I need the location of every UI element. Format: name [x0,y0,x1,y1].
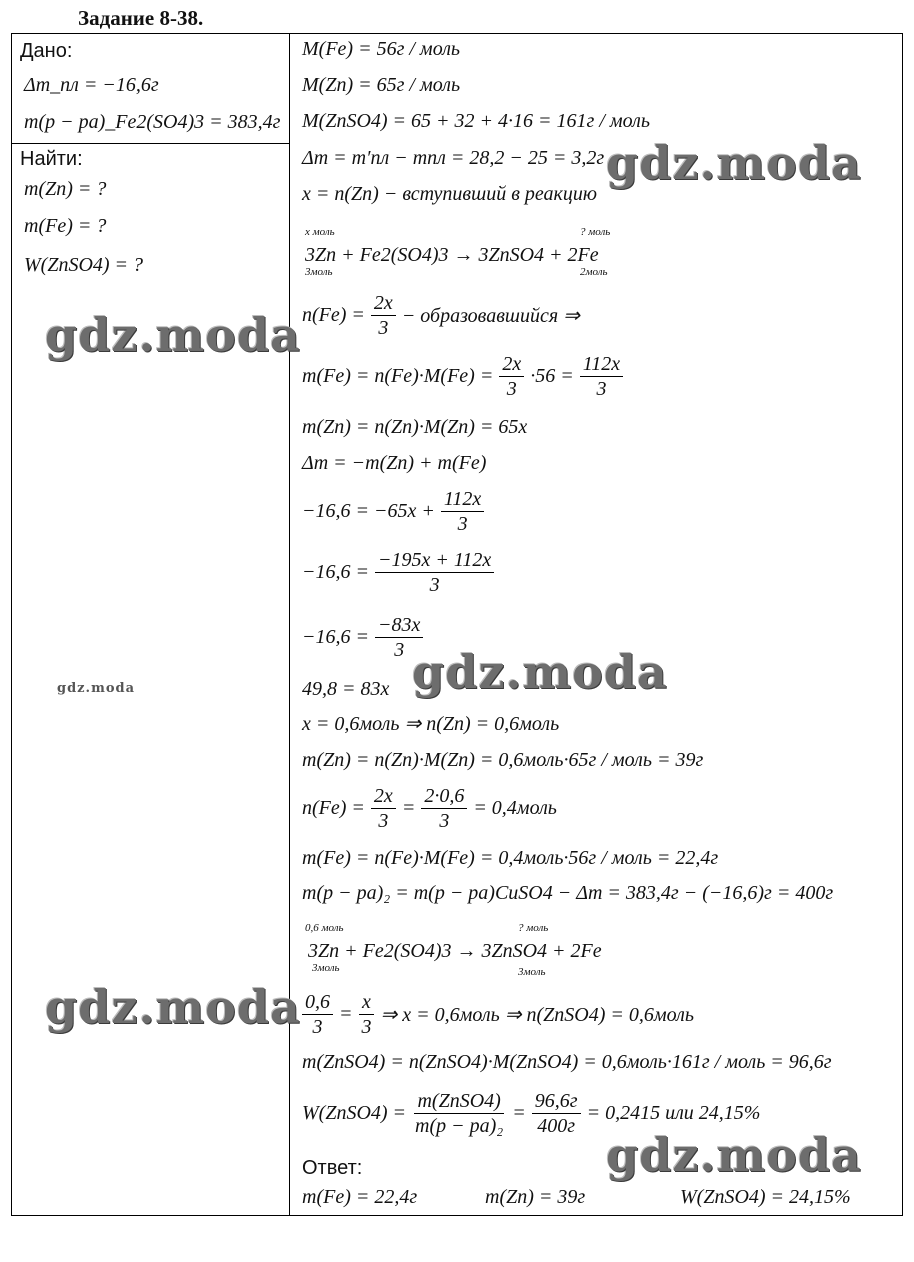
eq1-bottom-right: 2моль [580,266,608,278]
equation-step-4: 49,8 = 83x [302,678,390,700]
m-fe-lhs: m(Fe) = n(Fe)·M(Fe) = [302,365,494,387]
nfe2-den2: 3 [439,810,450,832]
eq2-bottom-left: 3моль [312,962,340,974]
e3-den: 3 [394,639,405,661]
m-znso4-result: m(ZnSO4) = n(ZnSO4)·M(ZnSO4) = 0,6моль·161г / моль = 96,6г [302,1051,832,1073]
equation-step-2 [302,548,494,597]
w-eq: = [512,1102,526,1124]
m-fe-den2: 3 [596,378,607,400]
prop-num2: x [359,990,374,1015]
nfe2-num1: 2x [371,784,396,809]
m-zn-result: m(Zn) = n(Zn)·M(Zn) = 0,6моль·65г / моль = 39г [302,749,704,771]
w-num1: m(ZnSO4) [414,1089,503,1114]
answer-m-zn: m(Zn) = 39г [485,1186,586,1208]
given-label: Дано: [20,40,73,62]
prop-den1: 3 [312,1016,323,1038]
x-result: x = 0,6моль ⇒ n(Zn) = 0,6моль [302,713,560,735]
find-w-znso4: W(ZnSO4) = ? [24,254,144,276]
prop-num1: 0,6 [302,990,333,1015]
solution-mass-2: m(p − pa)₂ = m(p − pa)CuSO4 − Δm = 383,4г − (−16,6)г = 400г [302,882,834,904]
column-divider [289,33,290,1216]
e2-den: 3 [429,574,440,596]
e3-lhs: −16,6 = [302,626,369,648]
molar-mass-znso4: M(ZnSO4) = 65 + 32 + 4·16 = 161г / моль [302,110,650,132]
n-fe-num: 2x [371,291,396,316]
nfe2-den1: 3 [378,810,389,832]
watermark: gdz.moda [606,1128,862,1182]
e1-lhs: −16,6 = −65x + [302,500,435,522]
x-definition: x = n(Zn) − вступивший в реакцию [302,183,597,205]
m-zn-expression: m(Zn) = n(Zn)·M(Zn) = 65x [302,416,528,438]
e2-lhs: −16,6 = [302,561,369,583]
reaction-equation-1: 3Zn + Fe2(SO4)3 → 3ZnSO4 + 2Fe [305,244,599,266]
eq1-top-left: x моль [305,226,335,238]
watermark: gdz.moda [57,681,136,696]
e1-den: 3 [457,513,468,535]
w-num2: 96,6г [532,1089,581,1114]
eq1-bottom-left: 3моль [305,266,333,278]
prop-eq: = [339,1003,353,1025]
eq2-top-right: ? моль [518,922,549,934]
m-fe-result: m(Fe) = n(Fe)·M(Fe) = 0,4моль·56г / моль = 22,4г [302,847,719,869]
eq1-top-right: ? моль [580,226,611,238]
answer-label: Ответ: [302,1157,363,1179]
delta-m-line: Δm = m′пл − mпл = 28,2 − 25 = 3,2г [302,147,605,169]
answer-w-znso4: W(ZnSO4) = 24,15% [680,1186,851,1208]
reaction-equation-2: 3Zn + Fe2(SO4)3 → 3ZnSO4 + 2Fe [308,940,602,962]
watermark: gdz.moda [606,136,862,190]
equation-step-3 [302,613,423,662]
find-label: Найти: [20,148,83,170]
delta-m-relation: Δm = −m(Zn) + m(Fe) [302,452,487,474]
n-fe-result [302,784,557,833]
n-fe-lhs: n(Fe) = [302,304,365,326]
nfe2-lhs: n(Fe) = [302,797,365,819]
nfe2-rhs: = 0,4моль [473,797,557,819]
given-solution-mass: m(p − pa)_Fe2(SO4)3 = 383,4г [24,111,281,133]
w-lhs: W(ZnSO4) = [302,1102,407,1124]
prop-den2: 3 [361,1016,372,1038]
task-title: Задание 8-38. [78,6,204,30]
n-fe-rhs: − образовавшийся ⇒ [401,305,580,327]
watermark: gdz.moda [45,308,301,362]
w-den1: m(p − pa)₂ [415,1115,504,1137]
w-rhs: = 0,2415 или 24,15% [586,1102,761,1124]
m-fe-expression [302,352,623,401]
nfe2-eq: = [401,797,416,819]
molar-mass-zn: M(Zn) = 65г / моль [302,74,461,96]
eq2-bottom-right: 3моль [518,966,546,978]
given-find-divider [11,143,290,144]
watermark: gdz.moda [45,980,301,1034]
e3-num: −83x [375,613,423,638]
w-den2: 400г [537,1115,576,1137]
e1-num: 112x [441,487,484,512]
find-mzn: m(Zn) = ? [24,178,107,200]
eq2-top-left: 0,6 моль [305,922,344,934]
find-mfe: m(Fe) = ? [24,215,107,237]
m-fe-den1: 3 [506,378,517,400]
m-fe-mid: ·56 = [530,365,574,387]
nfe2-num2: 2·0,6 [421,784,467,809]
proportion-line [302,990,694,1039]
m-fe-num1: 2x [499,352,524,377]
equation-step-1 [302,487,484,536]
n-fe-den: 3 [378,317,389,339]
given-mass-change: Δm_пл = −16,6г [24,74,159,96]
n-fe-expression [302,291,580,340]
answer-m-fe: m(Fe) = 22,4г [302,1186,418,1208]
watermark: gdz.moda [412,645,668,699]
e2-num: −195x + 112x [375,548,494,573]
m-fe-num2: 112x [580,352,623,377]
prop-rhs: ⇒ x = 0,6моль ⇒ n(ZnSO4) = 0,6моль [380,1004,694,1026]
molar-mass-fe: M(Fe) = 56г / моль [302,38,461,60]
